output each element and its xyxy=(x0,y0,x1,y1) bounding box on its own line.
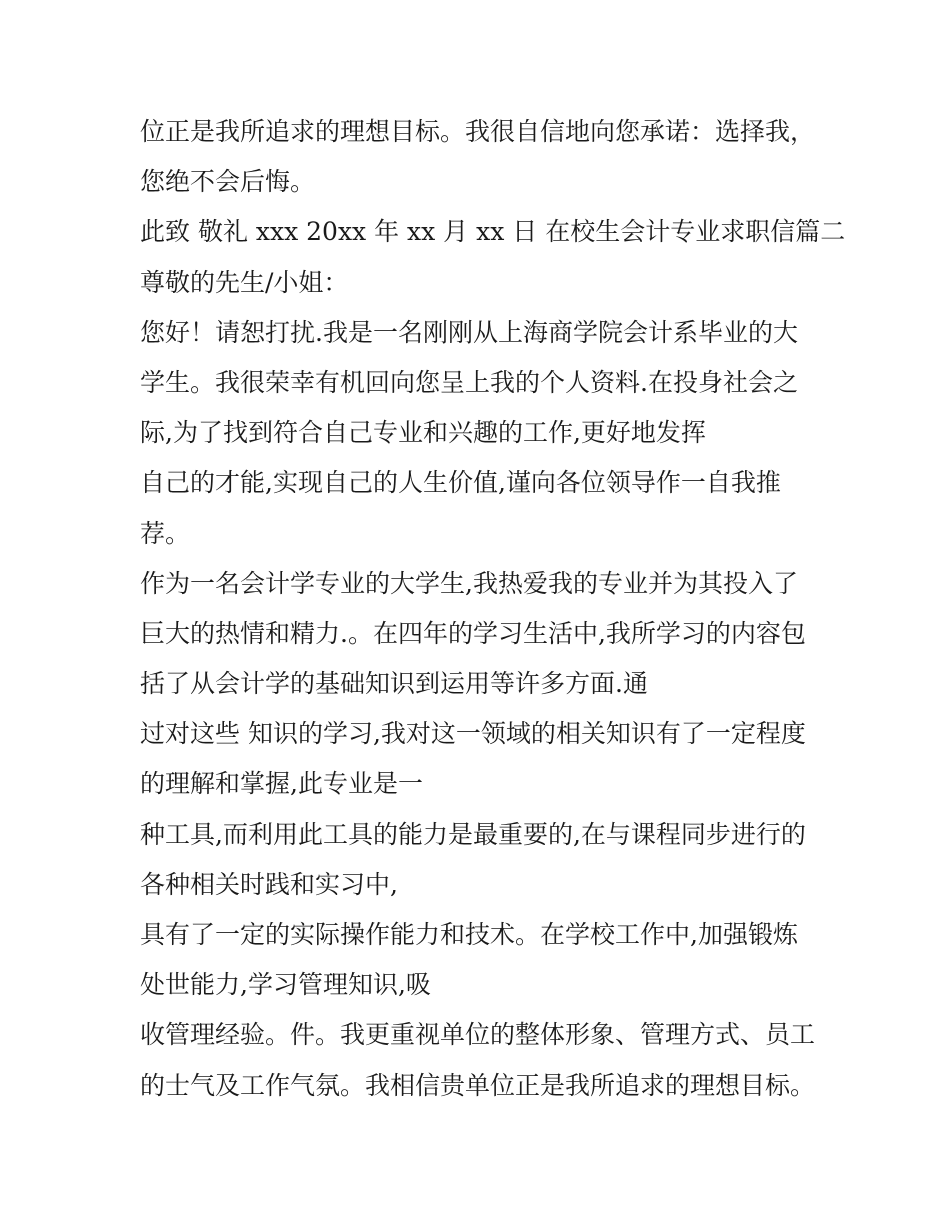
text-line: 处世能力,学习管理知识,吸 xyxy=(140,970,431,1000)
text-line: 际,为了找到符合自己专业和兴趣的工作,更好地发挥 xyxy=(140,418,706,448)
text-line: 巨大的热情和精力.。在四年的学习生活中,我所学习的内容包 xyxy=(140,618,806,648)
text-line: 的士气及工作气氛。我相信贵单位正是我所追求的理想目标。 xyxy=(140,1070,816,1100)
text-line: 您绝不会后悔。 xyxy=(140,167,316,197)
text-line: 自己的才能,实现自己的人生价值,谨向各位领导作一自我推 xyxy=(140,468,781,498)
text-line: 具有了一定的实际操作能力和技术。在学校工作中,加强锻炼 xyxy=(140,920,798,949)
text-line: 种工具,而利用此工具的能力是最重要的,在与课程同步进行的 xyxy=(140,819,806,849)
text-line: 学生。我很荣幸有机回向您呈上我的个人资料.在投身社会之 xyxy=(140,367,798,397)
salutation-line: 尊敬的先生/小姐： xyxy=(140,267,349,297)
text-line: 位正是我所追求的理想目标。我很自信地向您承诺：选择我， xyxy=(140,117,816,146)
text-line: 过对这些 知识的学习,我对这一领域的相关知识有了一定程度 xyxy=(140,719,806,749)
text-line: 括了从会计学的基础知识到运用等许多方面.通 xyxy=(140,669,648,699)
text-line: 荐。 xyxy=(140,518,191,548)
text-line: 各种相关时践和实习中, xyxy=(140,869,398,899)
closing-line: 此致 敬礼 xxx 20xx 年 xx 月 xx 日 在校生会计专业求职信篇二 xyxy=(140,217,846,247)
text-line: 作为一名会计学专业的大学生,我热爱我的专业并为其投入了 xyxy=(140,568,798,598)
letter-body xyxy=(140,107,846,1111)
text-line: 您好！请恕打扰.我是一名刚刚从上海商学院会计系毕业的大 xyxy=(140,317,798,347)
text-line: 收管理经验。件。我更重视单位的整体形象、管理方式、员工 xyxy=(140,1020,816,1050)
text-line: 的理解和掌握,此专业是一 xyxy=(140,769,423,799)
